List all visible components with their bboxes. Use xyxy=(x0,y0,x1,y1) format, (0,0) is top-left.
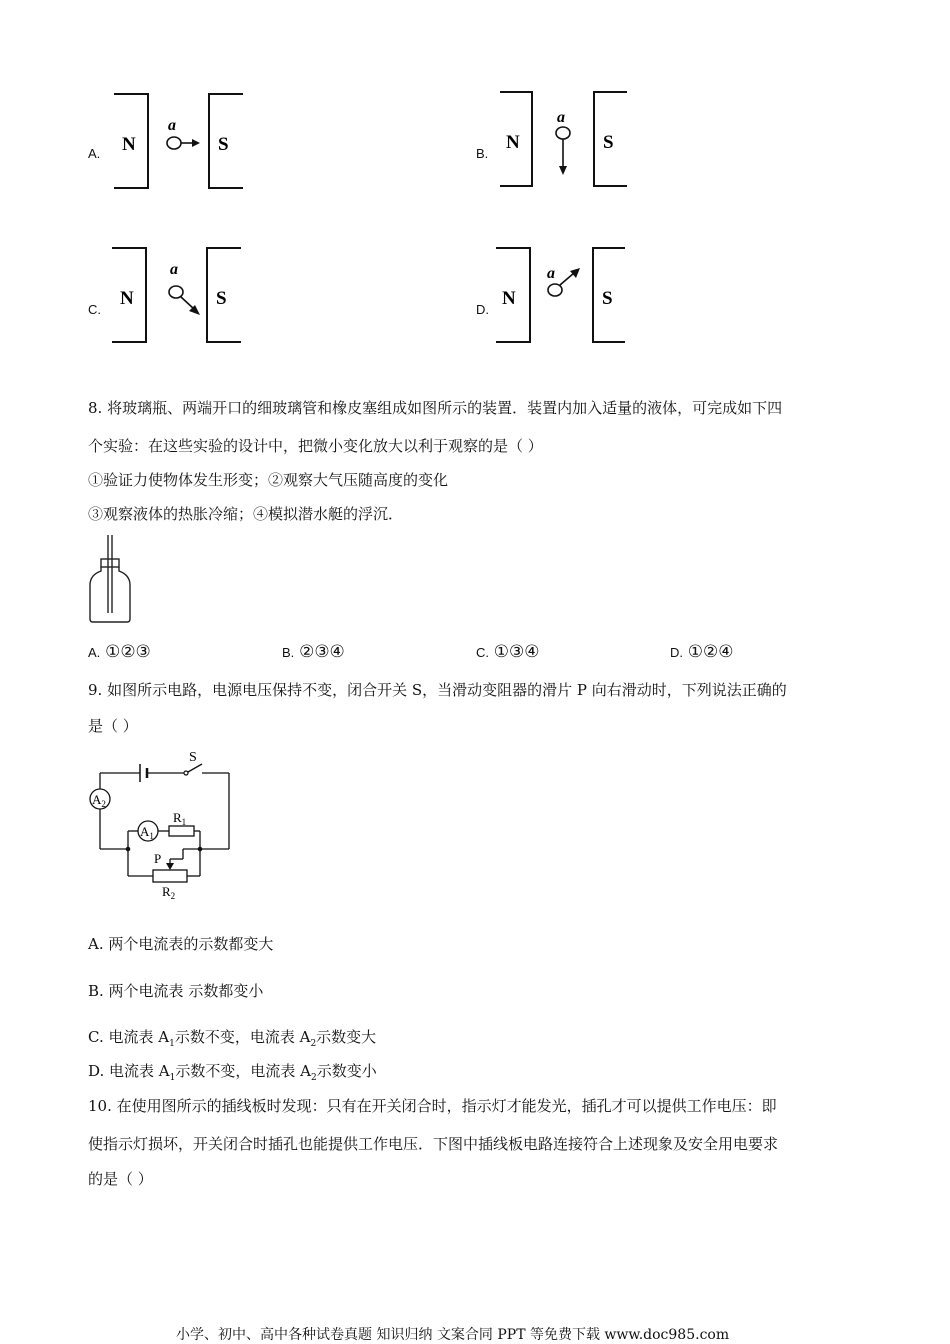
q8-option-c xyxy=(476,642,540,662)
q9-option-b: B. 两个电流表 示数都变小 xyxy=(88,982,264,1000)
particle-circle xyxy=(169,286,183,298)
switch-contact xyxy=(184,771,188,775)
north-pole-label: N xyxy=(120,288,134,309)
q10-line-3: 的是（ ） xyxy=(88,1170,153,1188)
q7-option-a xyxy=(88,88,338,193)
arrow-head xyxy=(570,268,580,278)
option-text: D. 电流表 A xyxy=(88,1062,170,1080)
north-pole-label: N xyxy=(122,134,136,155)
ammeter-a1-label: $A_1$ xyxy=(140,824,154,841)
option-text: C. 电流表 A xyxy=(88,1028,170,1046)
q9-option-a: A. 两个电流表的示数都变大 xyxy=(88,935,274,953)
south-pole-label: S xyxy=(603,132,614,153)
q9-line-1: 9. 如图所示电路，电源电压保持不变，闭合开关 S，当滑动变阻器的滑片 P 向右滑动时，下列说法正确的 xyxy=(88,681,787,699)
velocity-arrow xyxy=(560,273,574,285)
subscript: 2 xyxy=(310,1039,317,1049)
option-label: C. xyxy=(476,645,489,660)
switch-blade xyxy=(188,764,202,772)
subscript: 2 xyxy=(310,1073,317,1083)
q8-line-2: 个实验：在这些实验的设计中，把微小变化放大以利于观察的是（ ） xyxy=(88,437,543,455)
particle-label: a xyxy=(170,261,178,278)
switch-label: S xyxy=(189,750,197,765)
particle-circle xyxy=(556,127,570,139)
subscript: 1 xyxy=(169,1073,176,1083)
particle-circle xyxy=(167,137,181,149)
q7-option-b xyxy=(476,88,726,193)
q10-line-1: 10. 在使用图所示的插线板时发现：只有在开关闭合时，指示灯才能发光，插孔才可以提供工作电压：即 xyxy=(88,1097,777,1115)
q8-option-a xyxy=(88,642,151,662)
option-label: D. xyxy=(476,302,489,317)
option-text: 示数不变，电流表 A xyxy=(175,1062,311,1080)
option-text: ①③④ xyxy=(493,642,540,662)
arrow-head xyxy=(192,139,200,147)
option-text: ①②④ xyxy=(687,642,734,662)
north-pole-label: N xyxy=(502,288,516,309)
rheostat-r2 xyxy=(153,870,187,882)
particle-label: a xyxy=(168,117,176,134)
q7-option-d xyxy=(476,244,726,349)
q8-line-1: 8. 将玻璃瓶、两端开口的细玻璃管和橡皮塞组成如图所示的装置．装置内加入适量的液体，可完成如下四 xyxy=(88,399,783,417)
magnet-figure xyxy=(492,244,652,349)
circuit-diagram xyxy=(86,742,246,902)
subscript: 1 xyxy=(169,1039,175,1049)
q8-option-d xyxy=(670,642,734,662)
magnet-figure xyxy=(108,244,268,349)
magnet-figure xyxy=(494,88,654,193)
resistor-r1-label: $R_1$ xyxy=(173,810,187,827)
particle-circle xyxy=(548,284,562,296)
option-text: 示数不变，电流表 A xyxy=(174,1028,311,1046)
option-label: A. xyxy=(88,146,101,161)
magnet-figure xyxy=(108,88,268,193)
ammeter-a2-label: $A_2$ xyxy=(92,792,106,809)
q9-option-d xyxy=(88,1060,377,1083)
q7-option-c xyxy=(88,244,338,349)
rheostat-r2-label: $R_2$ xyxy=(162,884,176,901)
page-footer: 小学、初中、高中各种试卷真题 知识归纳 文案合同 PPT 等免费下载 www.doc985.com xyxy=(176,1327,730,1343)
particle-label: a xyxy=(547,265,555,282)
particle-label: a xyxy=(557,109,565,126)
north-pole-label: N xyxy=(506,132,520,153)
option-label: C. xyxy=(88,302,101,317)
q9-option-c xyxy=(88,1026,376,1049)
option-label: A. xyxy=(88,645,101,660)
south-pole-label: S xyxy=(216,288,227,309)
velocity-arrow xyxy=(181,297,194,309)
q8-line-4: ③观察液体的热胀冷缩；④模拟潜水艇的浮沉． xyxy=(88,505,404,523)
slider-arrow-head xyxy=(166,863,174,870)
option-label: B. xyxy=(476,146,489,161)
arrow-head xyxy=(559,166,567,175)
south-pole-label: S xyxy=(602,288,613,309)
option-text: 示数变大 xyxy=(316,1028,377,1046)
rubber-stopper xyxy=(101,559,119,567)
option-text: ②③④ xyxy=(299,642,345,662)
q8-option-b xyxy=(282,642,345,662)
resistor-r1 xyxy=(169,826,194,836)
q8-line-3: ①验证力使物体发生形变；②观察大气压随高度的变化 xyxy=(88,471,449,489)
option-label: D. xyxy=(670,645,683,660)
option-text: ①②③ xyxy=(105,642,151,662)
glass-bottle xyxy=(90,567,130,622)
bottle-apparatus-figure xyxy=(86,533,134,625)
slider-label: P xyxy=(154,851,162,866)
option-text: 示数变小 xyxy=(316,1062,377,1080)
option-label: B. xyxy=(282,645,295,660)
q10-line-2: 使指示灯损坏，开关闭合时插孔也能提供工作电压．下图中插线板电路连接符合上述现象及安全用电要求 xyxy=(88,1135,779,1153)
south-pole-label: S xyxy=(218,134,229,155)
q9-line-2: 是（ ） xyxy=(88,717,138,735)
